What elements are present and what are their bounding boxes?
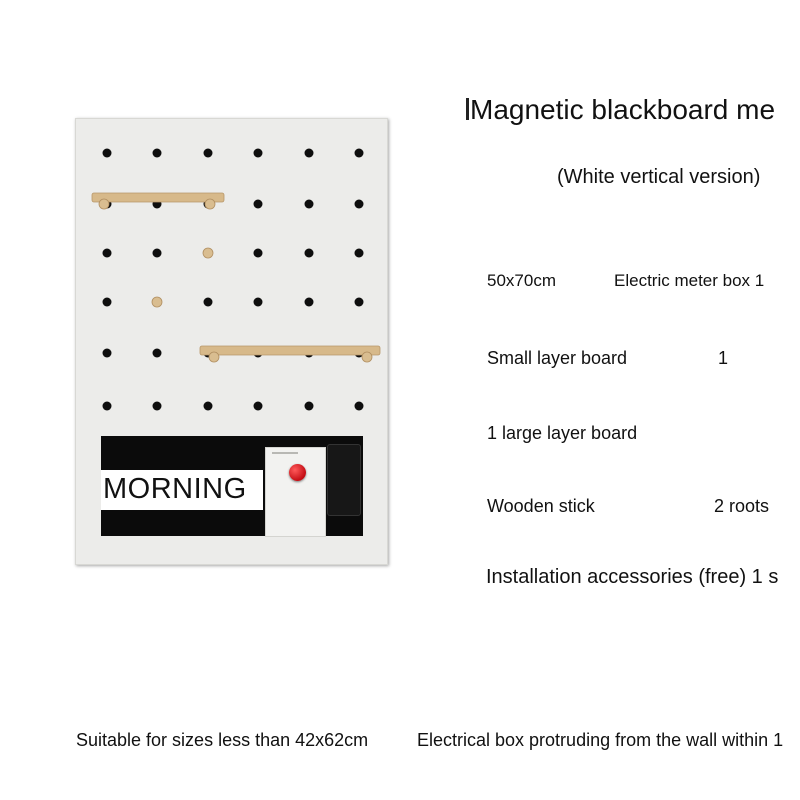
peg-hole [355, 249, 364, 258]
peg-hole [355, 200, 364, 209]
peg-hole [305, 200, 314, 209]
peg-hole [103, 298, 112, 307]
morning-text: MORNING [103, 473, 247, 505]
peg-hole [305, 298, 314, 307]
peg-hole [305, 149, 314, 158]
product-subtitle: (White vertical version) [557, 166, 761, 188]
peg-hole [103, 149, 112, 158]
peg-hole [103, 402, 112, 411]
wooden-stick-label: Wooden stick [487, 496, 595, 516]
peg-hole [305, 402, 314, 411]
peg-hole [204, 149, 213, 158]
peg-hole [305, 249, 314, 258]
footer-protruding-note: Electrical box protruding from the wall within 1 [417, 730, 784, 750]
peg-hole [254, 298, 263, 307]
morning-strip [101, 470, 263, 510]
pegboard-product [75, 118, 388, 565]
red-magnet-icon [289, 464, 306, 481]
small-board-qty: 1 [718, 348, 729, 368]
peg-hole [204, 402, 213, 411]
peg-hole [153, 149, 162, 158]
installation-accessories: Installation accessories (free) 1 s [486, 566, 779, 588]
wooden-peg [152, 297, 162, 307]
wooden-peg [203, 248, 213, 258]
peg-hole [355, 298, 364, 307]
meter-box-spec: Electric meter box 1 [614, 271, 765, 290]
peg-hole [254, 402, 263, 411]
peg-hole [153, 402, 162, 411]
chalkboard [101, 436, 363, 536]
peg-hole [254, 200, 263, 209]
title-mark [466, 98, 469, 120]
small-board-label: Small layer board [487, 348, 628, 368]
wooden-stick-qty: 2 roots [714, 496, 770, 516]
peg-hole [153, 249, 162, 258]
eraser-icon [327, 444, 361, 516]
large-board-label: 1 large layer board [487, 423, 638, 443]
peg-hole [254, 149, 263, 158]
wooden-shelf-lower [200, 346, 380, 362]
peg-hole [204, 298, 213, 307]
paper-card [265, 447, 326, 537]
peg-hole [254, 249, 263, 258]
size-spec: 50x70cm [487, 271, 556, 290]
peg-hole [153, 349, 162, 358]
peg-hole [355, 149, 364, 158]
footer-suitable-size: Suitable for sizes less than 42x62cm [76, 730, 369, 750]
peg-hole [103, 349, 112, 358]
peg-hole [355, 402, 364, 411]
peg-hole [103, 249, 112, 258]
card-header-line [272, 452, 298, 454]
product-title: Magnetic blackboard me [470, 94, 776, 125]
